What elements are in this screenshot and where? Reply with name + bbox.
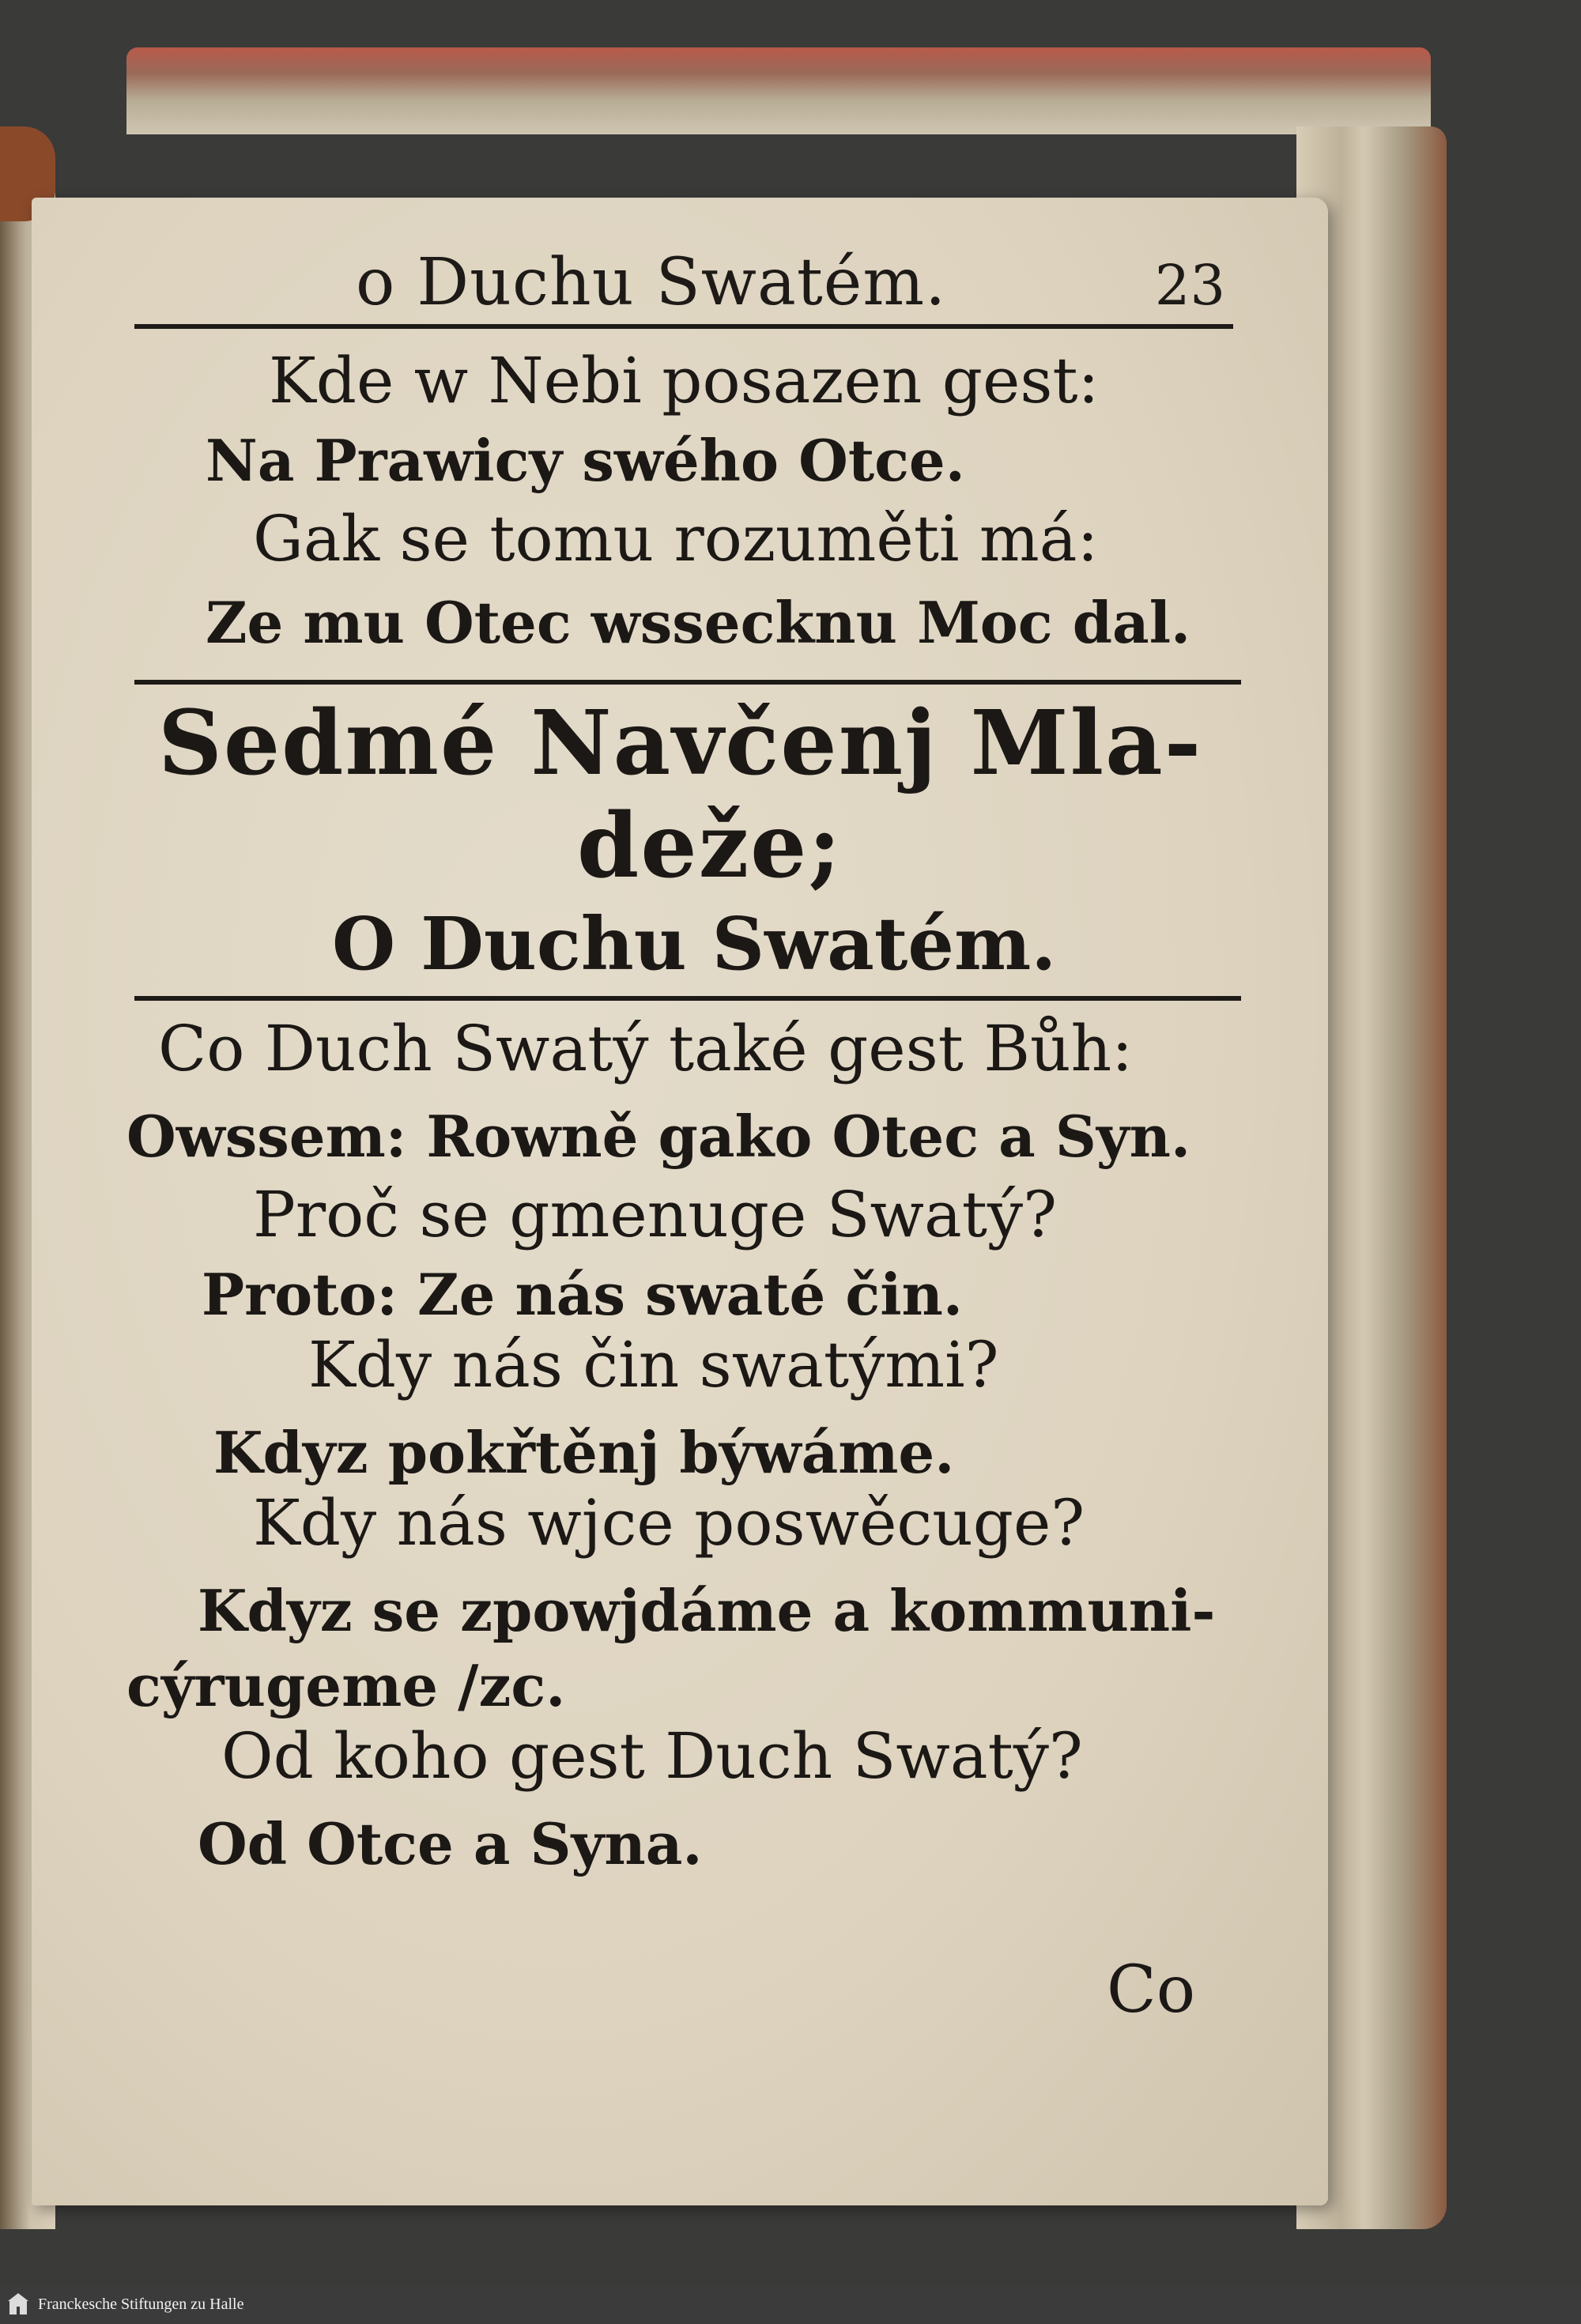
- block2-line-11: Od Otce a Syna.: [198, 1810, 703, 1877]
- block2-line-8: Kdyz se zpowjdáme a kommuni-: [198, 1577, 1216, 1644]
- block2-line-7: Kdy nás wjce poswěcuge?: [253, 1486, 1085, 1560]
- page-stack-top-edge: [126, 47, 1431, 134]
- section-subheading: O Duchu Swatém.: [332, 901, 1057, 987]
- section-heading-line-2: deže;: [577, 794, 843, 898]
- header-rule: [134, 324, 1233, 329]
- block1-line-2: Na Prawicy swého Otce.: [206, 427, 965, 494]
- block2-line-5: Kdy nás čin swatými?: [308, 1328, 999, 1402]
- block1-line-4: Ze mu Otec wssecknu Moc dal.: [206, 589, 1191, 656]
- block1-line-3: Gak se tomu rozuměti má:: [253, 502, 1099, 575]
- section-rule-top: [134, 680, 1241, 685]
- block2-line-4: Proto: Ze nás swaté čin.: [202, 1261, 963, 1328]
- section-heading-line-1: Sedmé Navčenj Mla-: [158, 692, 1203, 795]
- block1-line-1: Kde w Nebi posazen gest:: [269, 344, 1100, 417]
- block2-line-6: Kdyz pokřtěnj býwáme.: [213, 1419, 955, 1486]
- section-rule-bottom: [134, 996, 1241, 1001]
- block2-line-3: Proč se gmenuge Swatý?: [253, 1178, 1057, 1251]
- block2-line-9: cýrugeme /zc.: [126, 1652, 566, 1719]
- block2-line-1: Co Duch Swatý také gest Bůh:: [158, 1012, 1134, 1085]
- institution-logo-icon: [6, 2291, 30, 2318]
- book-page: [32, 198, 1328, 2205]
- running-title: o Duchu Swatém.: [356, 245, 947, 320]
- institution-credit: Franckesche Stiftungen zu Halle: [38, 2295, 244, 2313]
- catchword: Co: [1107, 1952, 1196, 2028]
- page-number: 23: [1154, 253, 1225, 318]
- block2-line-2: Owssem: Rowně gako Otec a Syn.: [126, 1103, 1191, 1170]
- page-header: [134, 245, 1241, 332]
- block2-line-10: Od koho gest Duch Swatý?: [221, 1719, 1083, 1793]
- footer-bar: [0, 2284, 1581, 2324]
